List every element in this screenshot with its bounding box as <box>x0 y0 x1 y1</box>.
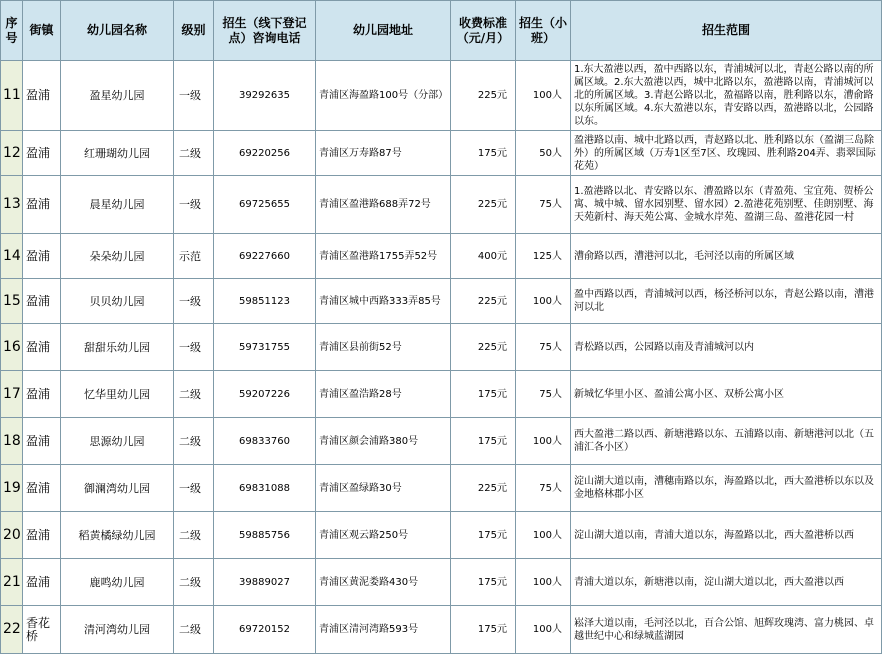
row-phone: 59851123 <box>214 279 316 324</box>
table-row <box>1 606 882 654</box>
row-quota: 50人 <box>516 131 571 176</box>
row-name: 思源幼儿园 <box>61 418 174 465</box>
row-name: 甜甜乐幼儿园 <box>61 324 174 371</box>
row-scope: 1.盈港路以北、青安路以东、漕盈路以东（青盈苑、宝宜苑、贺桥公寓、城中城、留水园别墅、留水园）2.盈港花苑别墅、佳朗别墅、海天苑新村、海天苑公寓、金城水岸苑、盈湖三岛、盈港花园一村 <box>571 176 882 234</box>
table-row <box>1 324 882 371</box>
row-level: 一级 <box>174 279 214 324</box>
row-seq: 11 <box>1 61 23 131</box>
row-name: 御澜湾幼儿园 <box>61 465 174 512</box>
row-phone: 69833760 <box>214 418 316 465</box>
row-fee: 225元 <box>451 176 516 234</box>
row-address: 青浦区黄泥娄路430号 <box>316 559 451 606</box>
row-quota: 100人 <box>516 418 571 465</box>
row-address: 青浦区盈绿路30号 <box>316 465 451 512</box>
row-level: 一级 <box>174 465 214 512</box>
row-address: 青浦区盈浩路28号 <box>316 371 451 418</box>
row-level: 二级 <box>174 418 214 465</box>
row-address: 青浦区观云路250号 <box>316 512 451 559</box>
table-row <box>1 234 882 279</box>
row-name: 红珊瑚幼儿园 <box>61 131 174 176</box>
row-scope: 1.东大盈港以西，盈中西路以东，青浦城河以北，青赵公路以南的所属区域。2.东大盈港以西，城中北路以东，盈港路以南，青浦城河以北的所属区域。3.青赵公路以北，盈福路以南，胜利路以东，漕俞路以东所属区域。4.东大盈港以东，青安路以西，盈港路以北，公园路以东。 <box>571 61 882 131</box>
row-town: 盈浦 <box>23 279 61 324</box>
row-scope: 盈港路以南、城中北路以西，青赵路以北、胜利路以东（盈湖三岛除外）的所属区域（万寿1区至7区、玫瑰园、胜利路204弄、翡翠国际花苑） <box>571 131 882 176</box>
header-quota: 招生（小班） <box>516 1 571 61</box>
row-name: 稻黄橘绿幼儿园 <box>61 512 174 559</box>
row-level: 一级 <box>174 324 214 371</box>
row-quota: 75人 <box>516 465 571 512</box>
row-scope: 漕俞路以西，漕港河以北，毛河泾以南的所属区域 <box>571 234 882 279</box>
row-town: 盈浦 <box>23 559 61 606</box>
row-seq: 20 <box>1 512 23 559</box>
row-fee: 175元 <box>451 418 516 465</box>
row-fee: 175元 <box>451 512 516 559</box>
row-town: 盈浦 <box>23 131 61 176</box>
row-phone: 59885756 <box>214 512 316 559</box>
row-address: 青浦区万寿路87号 <box>316 131 451 176</box>
row-scope: 西大盈港二路以西、新塘港路以东、五浦路以南、新塘港河以北（五浦汇各小区） <box>571 418 882 465</box>
table-row <box>1 279 882 324</box>
header-name: 幼儿园名称 <box>61 1 174 61</box>
table-row <box>1 371 882 418</box>
row-scope: 崧泽大道以南，毛河泾以北，百合公馆、旭辉玫瑰湾、富力桃园、卓越世纪中心和绿城蓝湖园 <box>571 606 882 654</box>
row-fee: 225元 <box>451 61 516 131</box>
row-scope: 淀山湖大道以南，青浦大道以东，海盈路以北，西大盈港桥以西 <box>571 512 882 559</box>
row-address: 青浦区盈港路1755弄52号 <box>316 234 451 279</box>
header-seq: 序号 <box>1 1 23 61</box>
row-name: 晨星幼儿园 <box>61 176 174 234</box>
row-seq: 15 <box>1 279 23 324</box>
row-address: 青浦区城中西路333弄85号 <box>316 279 451 324</box>
row-phone: 69220256 <box>214 131 316 176</box>
row-quota: 100人 <box>516 512 571 559</box>
row-fee: 175元 <box>451 371 516 418</box>
row-scope: 青浦大道以东，新塘港以南，淀山湖大道以北，西大盈港以西 <box>571 559 882 606</box>
row-scope: 新城忆华里小区、盈浦公寓小区、双桥公寓小区 <box>571 371 882 418</box>
row-phone: 39292635 <box>214 61 316 131</box>
row-fee: 175元 <box>451 131 516 176</box>
row-address: 青浦区海盈路100号（分部） <box>316 61 451 131</box>
row-name: 盈星幼儿园 <box>61 61 174 131</box>
row-phone: 69720152 <box>214 606 316 654</box>
header-fee: 收费标准（元/月） <box>451 1 516 61</box>
row-level: 二级 <box>174 131 214 176</box>
header-level: 级别 <box>174 1 214 61</box>
table-row <box>1 512 882 559</box>
row-address: 青浦区颜会浦路380号 <box>316 418 451 465</box>
row-level: 二级 <box>174 606 214 654</box>
row-phone: 69725655 <box>214 176 316 234</box>
row-quota: 75人 <box>516 324 571 371</box>
row-seq: 14 <box>1 234 23 279</box>
row-town: 盈浦 <box>23 371 61 418</box>
row-town: 盈浦 <box>23 324 61 371</box>
row-quota: 100人 <box>516 279 571 324</box>
row-quota: 100人 <box>516 606 571 654</box>
row-name: 鹿鸣幼儿园 <box>61 559 174 606</box>
row-name: 清河湾幼儿园 <box>61 606 174 654</box>
row-town: 盈浦 <box>23 465 61 512</box>
header-town: 街镇 <box>23 1 61 61</box>
row-seq: 19 <box>1 465 23 512</box>
row-scope: 盈中西路以西，青浦城河以西，杨泾桥河以东，青赵公路以南，漕港河以北 <box>571 279 882 324</box>
table-row <box>1 418 882 465</box>
table-row <box>1 131 882 176</box>
row-quota: 125人 <box>516 234 571 279</box>
row-fee: 225元 <box>451 324 516 371</box>
table-row <box>1 559 882 606</box>
row-seq: 18 <box>1 418 23 465</box>
row-name: 贝贝幼儿园 <box>61 279 174 324</box>
row-quota: 100人 <box>516 61 571 131</box>
row-scope: 淀山湖大道以南，漕穗南路以东，海盈路以北，西大盈港桥以东以及金地格林郡小区 <box>571 465 882 512</box>
row-seq: 22 <box>1 606 23 654</box>
row-seq: 21 <box>1 559 23 606</box>
header-address: 幼儿园地址 <box>316 1 451 61</box>
row-town: 盈浦 <box>23 61 61 131</box>
row-fee: 225元 <box>451 465 516 512</box>
row-fee: 225元 <box>451 279 516 324</box>
row-name: 朵朵幼儿园 <box>61 234 174 279</box>
row-phone: 39889027 <box>214 559 316 606</box>
table-row <box>1 61 882 131</box>
row-level: 一级 <box>174 61 214 131</box>
row-address: 青浦区县前街52号 <box>316 324 451 371</box>
row-town: 香花桥 <box>23 606 61 654</box>
row-fee: 175元 <box>451 606 516 654</box>
row-quota: 100人 <box>516 559 571 606</box>
row-level: 二级 <box>174 559 214 606</box>
row-town: 盈浦 <box>23 418 61 465</box>
header-phone: 招生（线下登记点）咨询电话 <box>214 1 316 61</box>
row-phone: 59207226 <box>214 371 316 418</box>
row-scope: 青松路以西，公园路以南及青浦城河以内 <box>571 324 882 371</box>
row-phone: 69227660 <box>214 234 316 279</box>
row-level: 二级 <box>174 371 214 418</box>
row-fee: 400元 <box>451 234 516 279</box>
table-row <box>1 465 882 512</box>
row-quota: 75人 <box>516 371 571 418</box>
header-row <box>1 1 882 61</box>
row-seq: 13 <box>1 176 23 234</box>
row-level: 示范 <box>174 234 214 279</box>
table-row <box>1 176 882 234</box>
row-address: 青浦区清河湾路593号 <box>316 606 451 654</box>
row-name: 忆华里幼儿园 <box>61 371 174 418</box>
row-phone: 69831088 <box>214 465 316 512</box>
row-level: 二级 <box>174 512 214 559</box>
row-level: 一级 <box>174 176 214 234</box>
row-town: 盈浦 <box>23 512 61 559</box>
row-town: 盈浦 <box>23 234 61 279</box>
row-town: 盈浦 <box>23 176 61 234</box>
row-seq: 12 <box>1 131 23 176</box>
row-fee: 175元 <box>451 559 516 606</box>
row-seq: 16 <box>1 324 23 371</box>
header-scope: 招生范围 <box>571 1 882 61</box>
row-seq: 17 <box>1 371 23 418</box>
row-phone: 59731755 <box>214 324 316 371</box>
row-quota: 75人 <box>516 176 571 234</box>
row-address: 青浦区盈港路688弄72号 <box>316 176 451 234</box>
